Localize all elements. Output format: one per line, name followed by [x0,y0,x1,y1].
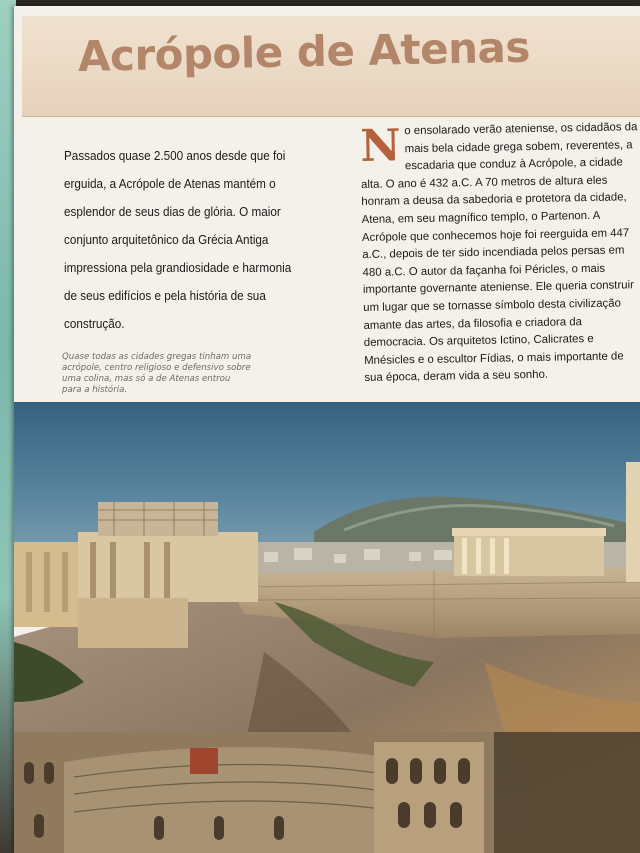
photo-caption: Quase todas as cidades gregas tinham uma acrópole, centro religioso e defensivo sobre uma colina, mas só a de Atenas entrou para a história. [62,352,252,395]
odeon [14,732,494,853]
title-band [22,16,640,117]
acropolis-illustration [14,402,640,853]
intro-paragraph: Passados quase 2.500 anos desde que foi erguida, a Acrópole de Atenas mantém o esplendor de seus dias de glória. O maior conjunto arquitetônico da Grécia Antiga impressiona pela grandiosidade e harmonia de seus edifícios e pela história de sua construção. [64,149,292,331]
erechtheion [452,528,606,576]
article-body [360,119,640,388]
page-title: Acrópole de Atenas [77,22,531,81]
article-text: o ensolarado verão ateniense, os cidadãos da mais bela cidade grega sobem, reverentes, a escadaria que conduz à Acrópole, a cidade alta. O ano é 432 a.C. A 70 metros de altura eles honram a deusa da sabedoria e protetora da cidade, Atena, em seu magnífico templo, o Partenon. A Acrópole que conhecemos hoje foi reerguida em 447 a.C., depois de ter sido incendiada pelos persas em 480 a.C. O autor da façanha foi Péricles, o mais importante governante ateniense. Ele queria construir um lugar que se tornasse símbolo desta civilização amante das artes, da filosofia e criadora da democracia. Os arquitetos Ictino, Calicrates e Mnésicles e o escultor Fídias, o mais importante de sua época, deram vida a seu sonho. [360,121,638,385]
column-fragment [626,462,640,582]
acropolis-photo [14,402,640,853]
book-page [14,6,640,853]
drop-cap: N [359,120,402,172]
